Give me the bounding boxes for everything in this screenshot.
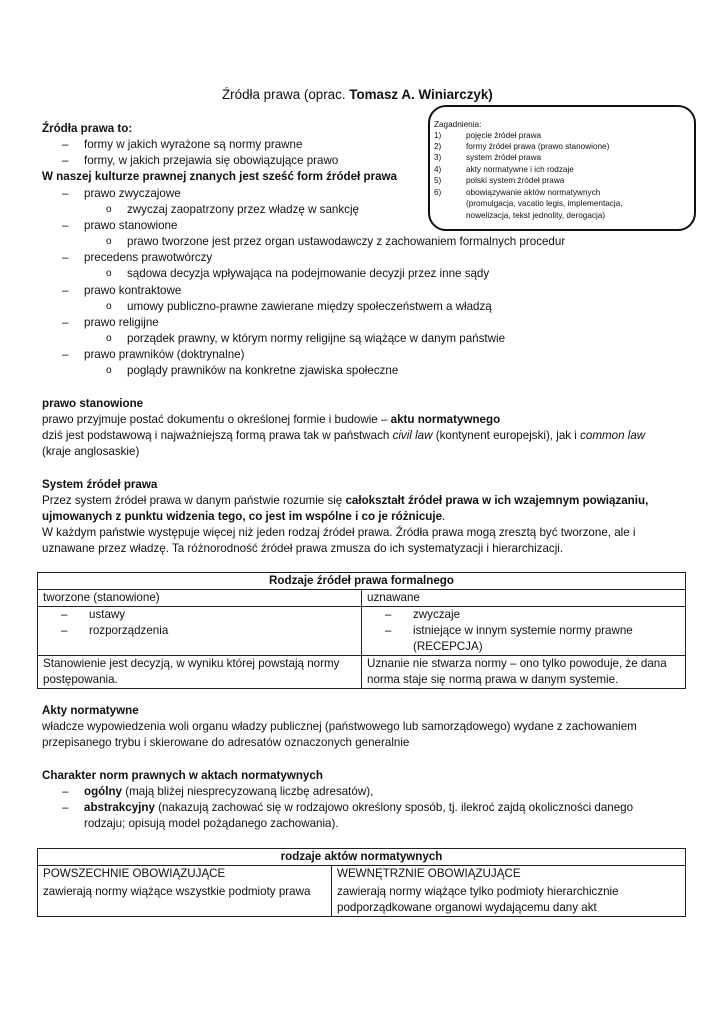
topics-heading: Zagadnienia:	[434, 120, 482, 129]
charakter-heading-text: Charakter norm prawnych w aktach normatywnych	[42, 769, 323, 782]
topic-text-4: akty normatywne i ich rodzaje	[466, 165, 574, 174]
topic-continuation-1: (promulgacja, vacatio legis, implementacja,	[466, 199, 623, 208]
charakter-item-1	[84, 784, 373, 800]
stanowione-line-3: (kraje anglosaskie)	[42, 445, 140, 458]
dash-icon: –	[62, 187, 69, 200]
topic-num-5: 5)	[434, 176, 442, 185]
dash-icon: –	[62, 154, 69, 167]
akty-line-1: władcze wypowiedzenia woli organu władzy publicznej (państwowego lub samorządowego) wydane z zachowaniem	[42, 720, 637, 733]
system-line-1a: Przez system źródeł prawa w danym państwie rozumie się	[42, 494, 346, 507]
created-list	[38, 607, 362, 656]
stanowione-line-2	[42, 428, 645, 444]
dash-icon: –	[62, 284, 69, 297]
table-row	[38, 866, 686, 917]
form-name-4: prawo kontraktowe	[84, 284, 182, 297]
system-line-2	[42, 509, 445, 525]
dash-icon: –	[62, 316, 69, 329]
stanowione-heading	[42, 396, 143, 412]
topic-text-2: formy źródeł prawa (prawo stanowione)	[466, 142, 610, 151]
topic-num-6: 6)	[434, 188, 442, 197]
charakter-heading	[42, 768, 323, 784]
form-name-1: prawo zwyczajowe	[84, 187, 181, 200]
universal-acts-title: POWSZECHNIE OBOWIĄZUJĄCE	[43, 867, 226, 880]
stanowione-line-1b: aktu normatywnego	[390, 413, 501, 426]
system-line-2a: ujmowanych z punktu widzenia tego, co jest im wspólne i co je różnicuje	[42, 510, 443, 523]
topic-num-4: 4)	[434, 165, 442, 174]
stanowione-line-1	[42, 412, 500, 428]
table-row	[38, 656, 686, 689]
form-name-2: prawo stanowione	[84, 219, 178, 232]
topic-text-1: pojęcie źródeł prawa	[466, 131, 542, 140]
form-detail-3: sądowa decyzja wpływająca na podejmowanie decyzji przez inne sądy	[127, 267, 490, 280]
six-forms-heading	[42, 169, 397, 185]
charakter-item-1-text: (mają bliżej niesprecyzowaną liczbę adresatów),	[122, 785, 374, 798]
topic-text-6: obowiązywanie aktów normatywnych	[466, 188, 601, 197]
circle-bullet-icon: o	[106, 268, 112, 279]
system-line-1b: całokształt źródeł prawa w ich wzajemnym powiązaniu,	[345, 494, 649, 507]
stanowione-line-1a: prawo przyjmuje postać dokumentu o określonej formie i budowie –	[42, 413, 391, 426]
sources-heading-text: Źródła prawa to:	[42, 122, 133, 135]
formal-sources-table	[37, 572, 686, 689]
form-detail-1: zwyczaj zaopatrzony przez władzę w sankcję	[127, 203, 359, 216]
circle-bullet-icon: o	[106, 301, 112, 312]
charakter-item-2-cont: rodzaju; opisują model pożądanego zachowania).	[84, 817, 339, 830]
akty-line-2: przepisanego trybu i skierowane do adresatów oznaczonych generalnie	[42, 736, 410, 749]
internal-acts-text: zawierają normy wiążące tylko podmioty hierarchicznie podporządkowane organowi wydającemu dany akt	[337, 885, 619, 914]
topic-text-5: polski system źródeł prawa	[466, 176, 565, 185]
dash-icon: –	[62, 138, 69, 151]
charakter-item-1-term: ogólny	[84, 785, 122, 798]
form-detail-4: umowy publiczno-prawne zawierane między społeczeństwem a władzą	[127, 300, 492, 313]
system-heading	[42, 477, 157, 493]
recognized-list	[362, 607, 686, 656]
dash-icon: –	[62, 801, 69, 814]
form-name-5: prawo religijne	[84, 316, 159, 329]
circle-bullet-icon: o	[106, 236, 112, 247]
title-author: Tomasz A. Winiarczyk)	[349, 87, 493, 102]
akty-heading-text: Akty normatywne	[42, 704, 139, 717]
topics-box	[428, 105, 696, 231]
topic-num-1: 1)	[434, 131, 442, 140]
stanowione-line-2c: (kontynent europejski), jak i	[432, 429, 581, 442]
stanowione-line-2a: dziś jest podstawową i najważniejszą formą prawa tak w państwach	[42, 429, 393, 442]
form-name-3: precedens prawotwórczy	[84, 251, 213, 264]
table-header: Rodzaje źródeł prawa formalnego	[38, 573, 686, 590]
table-row	[38, 573, 686, 590]
dash-icon: –	[62, 785, 69, 798]
form-name-6: prawo prawników (doktrynalne)	[84, 348, 245, 361]
sources-heading	[42, 121, 132, 137]
dash-icon: –	[62, 219, 69, 232]
reception-note: (RECEPCJA)	[413, 640, 483, 653]
circle-bullet-icon: o	[106, 365, 112, 376]
stanowione-heading-text: prawo stanowione	[42, 397, 144, 410]
akty-heading	[42, 703, 139, 719]
table-col-created: tworzone (stanowione)	[38, 590, 362, 607]
system-line-3: W każdym państwie występuje więcej niż jeden rodzaj źródeł prawa. Źródła prawa mogą zresztą być tworzone, ale i	[42, 526, 636, 539]
sources-item-1: formy w jakich wyrażone są normy prawne	[84, 138, 303, 151]
created-footnote: Stanowienie jest decyzją, w wyniku której powstają normy postępowania.	[38, 656, 362, 689]
table-row	[38, 590, 686, 607]
topic-text-3: system źródeł prawa	[466, 153, 542, 162]
topic-continuation-2: nowelizacja, tekst jednolity, derogacja)	[466, 211, 606, 220]
common-law-term: common law	[580, 429, 646, 442]
list-item: – zwyczaje	[367, 607, 680, 623]
list-item: – istniejące w innym systemie normy prawne	[367, 623, 680, 639]
table-col-recognized: uznawane	[362, 590, 686, 607]
universal-acts-text: zawierają normy wiążące wszystkie podmioty prawa	[43, 885, 311, 898]
list-item: – rozporządzenia	[43, 623, 356, 639]
charakter-item-2	[84, 800, 633, 816]
recognized-footnote: Uznanie nie stwarza normy – ono tylko powoduje, że dana norma staje się normą prawa w danym systemie.	[362, 656, 686, 689]
charakter-item-2-term: abstrakcyjny	[84, 801, 155, 814]
normative-acts-table	[37, 848, 686, 917]
internal-acts-title: WEWNĘTRZNIE OBOWIĄZUJĄCE	[337, 867, 521, 880]
internal-acts-cell	[332, 866, 686, 917]
sources-item-2: formy, w jakich przejawia się obowiązujące prawo	[84, 154, 339, 167]
dash-icon: –	[62, 348, 69, 361]
page-title	[222, 86, 493, 104]
form-detail-2: prawo tworzone jest przez organ ustawodawczy z zachowaniem formalnych procedur	[127, 235, 566, 248]
system-line-4: uznawane przez władzę. Ta różnorodność źródeł prawa zmusza do ich systematyzacji i hierarchizacji.	[42, 542, 564, 555]
list-item: – ustawy	[43, 607, 356, 623]
universal-acts-cell	[38, 866, 332, 917]
topic-num-3: 3)	[434, 153, 442, 162]
civil-law-term: civil law	[392, 429, 433, 442]
table-row	[38, 607, 686, 656]
title-prefix: Źródła prawa (oprac.	[222, 87, 350, 102]
topic-num-2: 2)	[434, 142, 442, 151]
form-detail-5: porządek prawny, w którym normy religijne są wiążące w danym państwie	[127, 332, 506, 345]
circle-bullet-icon: o	[106, 333, 112, 344]
table-header: rodzaje aktów normatywnych	[38, 849, 686, 866]
dash-icon: –	[62, 251, 69, 264]
system-line-1	[42, 493, 648, 509]
table-row	[38, 849, 686, 866]
system-line-2b: .	[442, 510, 446, 523]
system-heading-text: System źródeł prawa	[42, 478, 158, 491]
charakter-item-2-text: (nakazują zachować się w rodzajowo określony sposób, tj. ilekroć zajdą okoliczności danego	[154, 801, 634, 814]
circle-bullet-icon: o	[106, 204, 112, 215]
six-forms-text: W naszej kulturze prawnej znanych jest sześć form źródeł prawa	[42, 170, 398, 183]
form-detail-6: poglądy prawników na konkretne zjawiska społeczne	[127, 364, 399, 377]
